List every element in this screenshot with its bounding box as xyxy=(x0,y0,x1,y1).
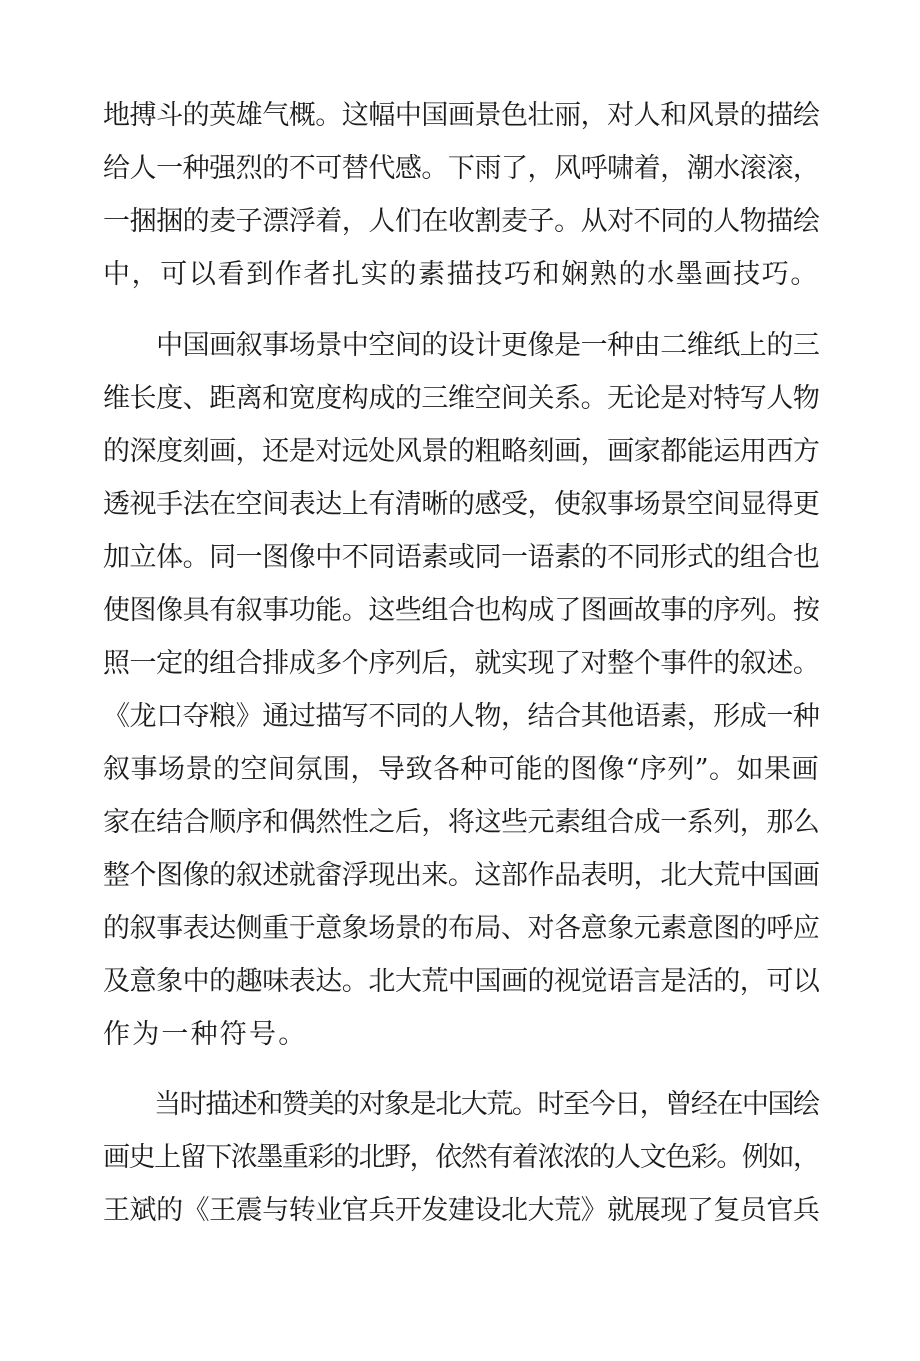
text-line: 的深度刻画，还是对远处风景的粗略刻画，画家都能运用西方 xyxy=(103,436,820,467)
text-line: 中，可以看到作者扎实的素描技巧和娴熟的水墨画技巧。 xyxy=(103,259,819,290)
text-line: 中国画叙事场景中空间的设计更像是一种由二维纸上的三 xyxy=(103,330,820,361)
text-line: 透视手法在空间表达上有清晰的感受，使叙事场景空间显得更 xyxy=(103,489,820,520)
text-line: 作为一种符号。 xyxy=(103,1019,308,1050)
text-line: 叙事场景的空间氛围，导致各种可能的图像“序列”。如果画 xyxy=(103,754,820,785)
paragraph xyxy=(103,89,819,301)
text-line: 给人一种强烈的不可替代感。下雨了，风呼啸着，潮水滚滚， xyxy=(103,153,820,184)
text-line: 王斌的《王震与转业官兵开发建设北大荒》就展现了复员官兵 xyxy=(103,1195,820,1226)
text-line: 维长度、距离和宽度构成的三维空间关系。无论是对特写人物 xyxy=(103,383,820,414)
paragraph xyxy=(103,319,819,1061)
text-line: 整个图像的叙述就畲浮现出来。这部作品表明，北大荒中国画 xyxy=(103,860,820,891)
text-line: 画史上留下浓墨重彩的北野，依然有着浓浓的人文色彩。例如， xyxy=(103,1142,819,1173)
text-line: 地搏斗的英雄气概。这幅中国画景色壮丽，对人和风景的描绘 xyxy=(103,100,820,131)
text-line: 家在结合顺序和偶然性之后，将这些元素组合成一系列，那么 xyxy=(103,807,820,838)
text-line: 一捆捆的麦子漂浮着，人们在收割麦子。从对不同的人物描绘 xyxy=(103,206,820,237)
paragraph xyxy=(103,1078,819,1237)
text-line: 使图像具有叙事功能。这些组合也构成了图画故事的序列。按 xyxy=(103,595,820,626)
text-line: 《龙口夺粮》通过描写不同的人物，结合其他语素，形成一种 xyxy=(103,701,820,732)
text-line: 的叙事表达侧重于意象场景的布局、对各意象元素意图的呼应 xyxy=(103,913,820,944)
text-line: 加立体。同一图像中不同语素或同一语素的不同形式的组合也 xyxy=(103,542,820,573)
text-line: 照一定的组合排成多个序列后，就实现了对整个事件的叙述。 xyxy=(103,648,820,679)
text-line: 当时描述和赞美的对象是北大荒。时至今日，曾经在中国绘 xyxy=(103,1089,819,1120)
text-line: 及意象中的趣味表达。北大荒中国画的视觉语言是活的，可以 xyxy=(103,966,820,997)
